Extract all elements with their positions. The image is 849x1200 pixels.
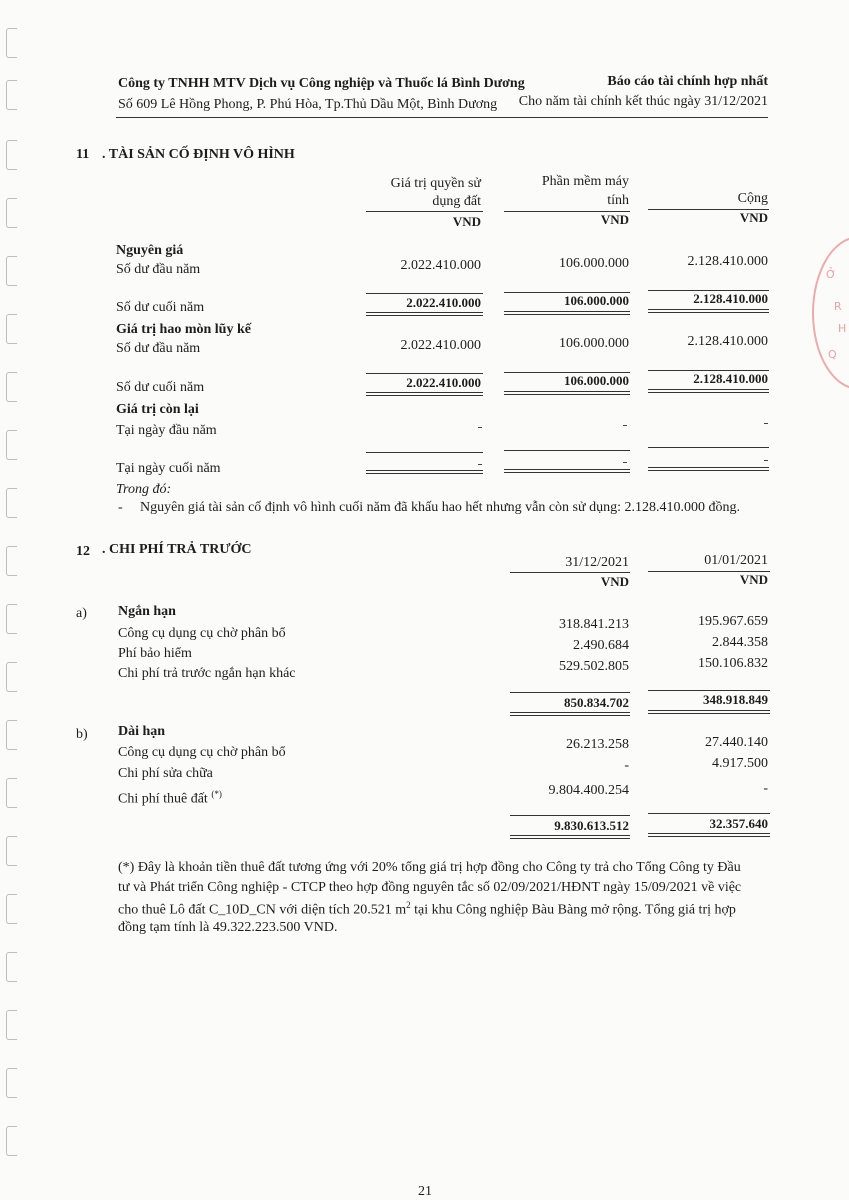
- col-software-header-2: tính: [607, 193, 629, 208]
- footnote-line: cho thuê Lô đất C_10D_CN với diện tích 20.521 $m^2$ tại khu Công nghiệp Bàu Bàng mở rộng. Tổng giá trị hợp: [118, 900, 736, 918]
- cell-value: 150.106.832: [698, 656, 768, 671]
- section-12-number: 12: [76, 544, 90, 559]
- cell-value: 106.000.000: [564, 293, 629, 308]
- footnote-line: (*) Đây là khoản tiền thuê đất tương ứng với 20% tổng giá trị hợp đồng cho Công ty trả cho Tổng Công ty Đầu: [118, 860, 741, 875]
- row-label: Công cụ dụng cụ chờ phân bổ: [118, 626, 286, 641]
- col-land-use-right-header-2: dụng đất: [432, 194, 481, 209]
- row-label: Công cụ dụng cụ chờ phân bổ: [118, 745, 286, 760]
- row-label: Số dư cuối năm: [116, 380, 205, 395]
- binder-hole: [6, 80, 17, 110]
- nil-dash: [623, 462, 627, 463]
- cell-value: 27.440.140: [705, 735, 768, 750]
- page-number: 21: [418, 1184, 432, 1199]
- binder-hole: [6, 662, 17, 692]
- cell-value: 2.844.358: [712, 635, 768, 650]
- cell-value: 2.490.684: [573, 638, 629, 653]
- cell-value: 2.128.410.000: [687, 254, 768, 269]
- binder-hole: [6, 952, 17, 982]
- unit-vnd: VND: [739, 572, 768, 587]
- binder-hole: [6, 488, 17, 518]
- group-title: Giá trị còn lại: [116, 402, 199, 417]
- company-address: Số 609 Lê Hồng Phong, P. Phú Hòa, Tp.Thủ Dầu Một, Bình Dương: [118, 97, 498, 112]
- section-11-title: . TÀI SẢN CỐ ĐỊNH VÔ HÌNH: [102, 147, 295, 162]
- cell-value: 2.128.410.000: [693, 371, 768, 386]
- cell-value: 2.022.410.000: [406, 375, 481, 390]
- binder-hole: [6, 198, 17, 228]
- footnote-line: tư và Phát triển Công nghiệp - CTCP theo hợp đồng nguyên tắc số 02/09/2021/HĐNT ngày 15/09/2021 về việc: [118, 880, 742, 895]
- binder-hole: [6, 1126, 17, 1156]
- nil-dash: [764, 423, 768, 424]
- group-title: Giá trị hao mòn lũy kế: [116, 322, 251, 337]
- cell-value: 106.000.000: [564, 373, 629, 388]
- cell-total: 850.834.702: [564, 695, 629, 710]
- section-11-number: 11: [76, 147, 90, 162]
- report-period: Cho năm tài chính kết thúc ngày 31/12/2021: [518, 94, 768, 109]
- binder-hole: [6, 256, 17, 286]
- unit-vnd: VND: [452, 214, 481, 229]
- cell-value: 2.128.410.000: [687, 334, 768, 349]
- cell-value: -: [624, 758, 629, 773]
- note-bullet: -: [118, 500, 123, 515]
- cell-value: 195.967.659: [698, 614, 768, 629]
- row-label: Chi phí thuê đất (*): [118, 789, 222, 807]
- nil-dash: [623, 425, 627, 426]
- item-label-b: b): [76, 727, 88, 742]
- cell-value: 2.022.410.000: [400, 338, 481, 353]
- binder-hole: [6, 28, 17, 58]
- binder-hole: [6, 546, 17, 576]
- note-label: Trong đó:: [116, 482, 172, 497]
- col-date-1: 31/12/2021: [565, 555, 629, 570]
- cell-value: 106.000.000: [559, 256, 629, 271]
- row-label: Tại ngày cuối năm: [116, 461, 221, 476]
- binder-hole: [6, 314, 17, 344]
- header-rule: [116, 117, 768, 118]
- footnote-line: đồng tạm tính là 49.322.223.500 VND.: [118, 920, 338, 935]
- report-title: Báo cáo tài chính hợp nhất: [607, 74, 768, 89]
- binder-hole: [6, 1010, 17, 1040]
- unit-vnd: VND: [739, 210, 768, 225]
- col-land-use-right-header: Giá trị quyền sử: [390, 176, 481, 191]
- item-label-a: a): [76, 606, 87, 621]
- cell-value: 529.502.805: [559, 659, 629, 674]
- col-total-header: Cộng: [737, 191, 768, 206]
- cell-total: 32.357.640: [709, 816, 768, 831]
- cell-value: 26.213.258: [566, 737, 629, 752]
- cell-value: 106.000.000: [559, 336, 629, 351]
- section-12-title: . CHI PHÍ TRẢ TRƯỚC: [102, 542, 252, 557]
- cell-value: 9.804.400.254: [548, 783, 629, 798]
- group-title: Nguyên giá: [116, 243, 184, 258]
- cell-value: -: [763, 781, 768, 796]
- row-label: Số dư cuối năm: [116, 300, 205, 315]
- cell-value: 4.917.500: [712, 756, 768, 771]
- binder-hole: [6, 778, 17, 808]
- binder-hole: [6, 836, 17, 866]
- red-stamp: Ở R H Q: [812, 236, 849, 390]
- row-label: Số dư đầu năm: [116, 341, 201, 356]
- unit-vnd: VND: [600, 212, 629, 227]
- unit-vnd: VND: [600, 574, 629, 589]
- group-title: Dài hạn: [118, 724, 166, 739]
- cell-total: 348.918.849: [703, 692, 768, 707]
- row-label: Phí bảo hiểm: [118, 646, 192, 661]
- nil-dash: [764, 460, 768, 461]
- binder-hole: [6, 604, 17, 634]
- col-software-header: Phần mềm máy: [541, 174, 629, 189]
- row-label: Chi phí sửa chữa: [118, 766, 213, 781]
- group-title: Ngắn hạn: [118, 604, 176, 619]
- col-date-2: 01/01/2021: [704, 553, 768, 568]
- row-label: Chi phí trả trước ngắn hạn khác: [118, 666, 296, 681]
- binder-hole: [6, 372, 17, 402]
- cell-total: 9.830.613.512: [554, 818, 629, 833]
- binder-hole: [6, 720, 17, 750]
- company-name: Công ty TNHH MTV Dịch vụ Công nghiệp và Thuốc lá Bình Dương: [118, 76, 525, 91]
- cell-value: 2.022.410.000: [400, 258, 481, 273]
- row-label: Số dư đầu năm: [116, 262, 201, 277]
- binder-hole: [6, 430, 17, 460]
- note-text: Nguyên giá tài sản cố định vô hình cuối năm đã khấu hao hết nhưng vẫn còn sử dụng: 2.128.410.000 đồng.: [140, 500, 740, 515]
- nil-dash: [478, 427, 482, 428]
- cell-value: 2.022.410.000: [406, 295, 481, 310]
- binder-hole: [6, 1068, 17, 1098]
- nil-dash: [478, 464, 482, 465]
- row-label: Tại ngày đầu năm: [116, 423, 217, 438]
- cell-value: 2.128.410.000: [693, 291, 768, 306]
- binder-hole: [6, 894, 17, 924]
- binder-hole: [6, 140, 17, 170]
- cell-value: 318.841.213: [559, 617, 629, 632]
